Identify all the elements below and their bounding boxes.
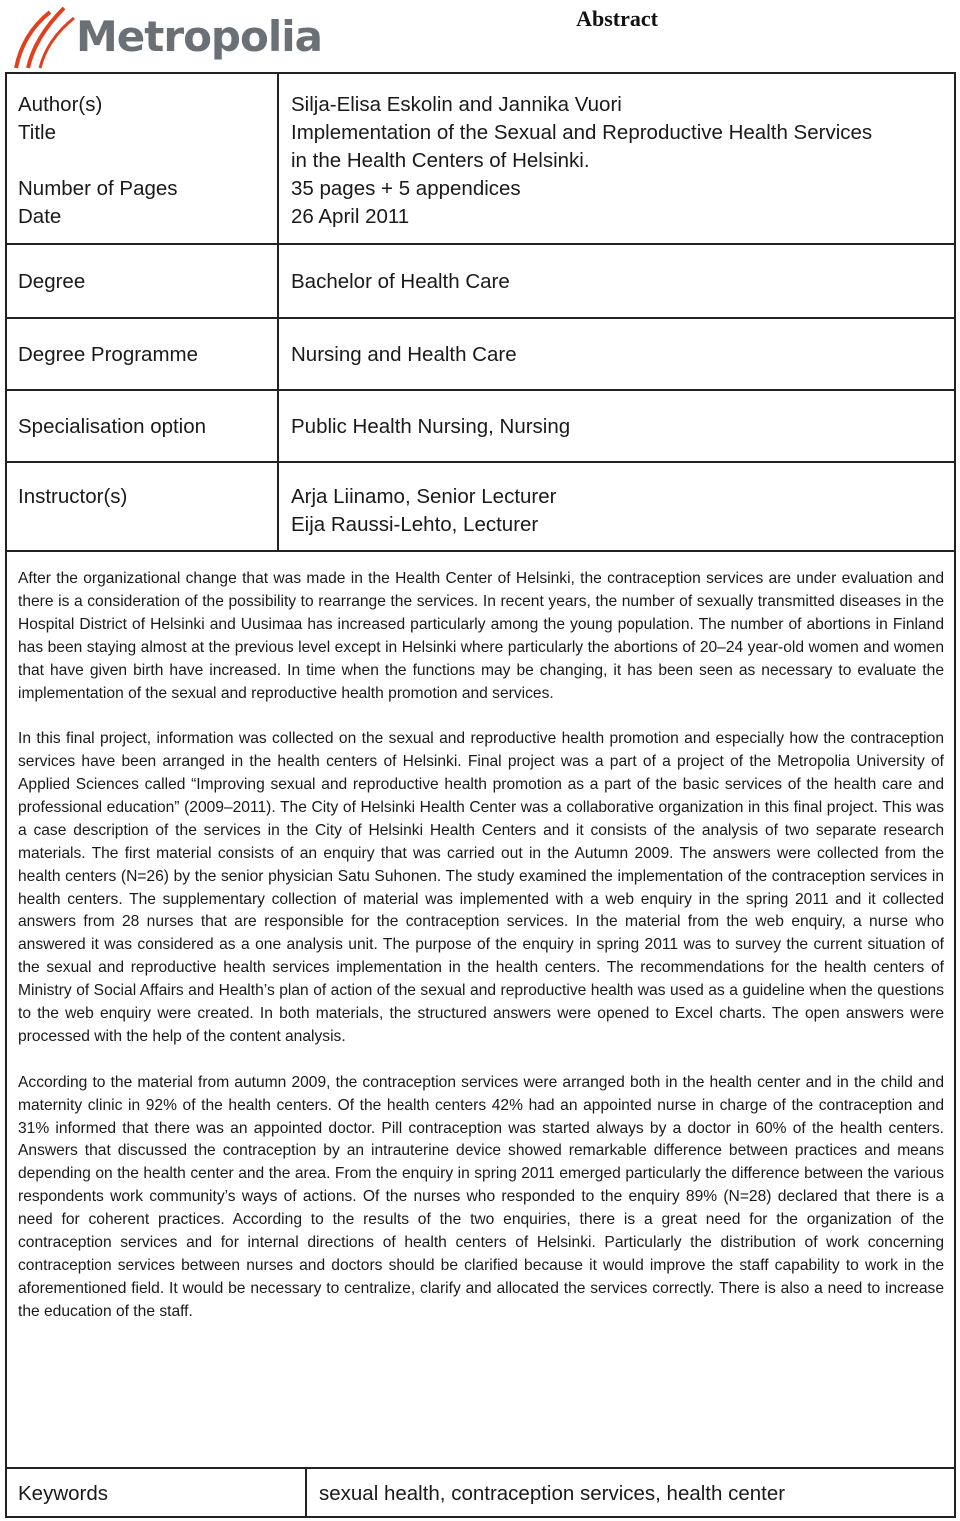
- title-label-spacer: [18, 147, 277, 175]
- pages-label: Number of Pages: [18, 177, 178, 200]
- degree-label: Degree: [7, 245, 279, 317]
- pages-value: 35 pages + 5 appendices: [291, 177, 521, 200]
- date-label: Date: [18, 205, 62, 228]
- instructors-values: [279, 463, 954, 550]
- title-value-line-1: Implementation of the Sexual and Reproductive Health Services: [291, 121, 873, 144]
- page-header: [0, 0, 960, 72]
- abstract-form: [5, 72, 956, 1518]
- programme-row: [7, 319, 954, 391]
- abstract-body: [7, 552, 954, 1467]
- programme-label: Degree Programme: [7, 319, 279, 389]
- instructors-row: [7, 463, 954, 552]
- instructor-1: Arja Liinamo, Senior Lecturer: [291, 485, 557, 508]
- info-labels: [7, 74, 279, 243]
- instructors-label: Instructor(s): [7, 463, 279, 550]
- logo-wordmark: Metropolia: [76, 12, 322, 61]
- keywords-label: Keywords: [7, 1469, 307, 1518]
- thesis-info-row: [7, 74, 954, 245]
- specialisation-value: Public Health Nursing, Nursing: [291, 415, 571, 438]
- abstract-paragraph-3: According to the material from autumn 2009, the contraception services were arranged both in the health center and in the child and maternity clinic in 92% of the health centers. Of the health centers 42% had an appointed nurse in charge of the contraception and 31% informed that there was an appointed doctor. Pill contraception was started always by a doctor in 60% of the health centers. Answers that discussed the contraception by an intrauterine device showed remarkable difference between practices and means depending on the health center and the area. From the enquiry in spring 2011 emerged particularly the difference between the various respondents work community’s ways of actions. Of the nurses who responded to the enquiry 89% (N=28) declared that there is a need for coherent practices. According to the results of the two enquiries, there is a great need for the organization of the contraception services and for internal directions of health centers of Helsinki. Particularly the distribution of work concerning contraception services between nurses and doctors should be clarified because it would improve the staff capability to work in the aforementioned field. It would be necessary to centralize, clarify and allocated the services correctly. There is also a need to increase the education of the staff.: [18, 1073, 944, 1320]
- date-value: 26 April 2011: [291, 205, 410, 228]
- metropolia-logo: [10, 2, 320, 72]
- specialisation-label: Specialisation option: [7, 391, 279, 461]
- programme-value: Nursing and Health Care: [291, 343, 517, 366]
- title-value-line-2: in the Health Centers of Helsinki.: [291, 149, 590, 172]
- instructor-2: Eija Raussi-Lehto, Lecturer: [291, 513, 539, 536]
- info-values: [279, 74, 954, 243]
- degree-value: Bachelor of Health Care: [291, 270, 510, 293]
- abstract-paragraph-2: In this final project, information was collected on the sexual and reproductive health promotion and especially how the contraception services have been arranged in the health centers of Helsinki. Final project was a part of a project of the Metropolia University of Applied Sciences called “Improving sexual and reproductive health promotion as a part of the basic services of the health care and professional education” (2009–2011). The City of Helsinki Health Center was a collaborative organization in this final project. This was a case description of the services in the City of Helsinki Health Centers and it consists of the analysis of two separate research materials. The first material consists of an enquiry that was carried out in the Autumn 2009. The answers were collected from the health centers (N=26) by the senior physician Satu Suhonen. The study examined the implementation of the contraception services in health centers. The supplementary collection of material was implemented with a web enquiry in the spring 2011 and it collected answers from 28 nurses that are responsible for the contraception services. In the material from the web enquiry, a nurse who answered it was considered as a one analysis unit. The purpose of the enquiry in spring 2011 was to survey the current situation of the sexual and reproductive health services implementation in the health centers. The recommendations for the health centers of Ministry of Social Affairs and Health’s plan of action of the sexual and reproductive health was used as a guideline when the questions to the web enquiry were created. In both materials, the structured answers were opened to Excel charts. The open answers were processed with the help of the content analysis.: [18, 730, 944, 1046]
- page-title: Abstract: [576, 6, 658, 31]
- abstract-paragraph-1: After the organizational change that was made in the Health Center of Helsinki, the contraception services are under evaluation and there is a consideration of the possibility to rearrange the services. In recent years, the number of sexually transmitted diseases in the Hospital District of Helsinki and Uusimaa has increased particularly among the young population. The number of abortions in Finland has been staying almost at the previous level except in Helsinki where particularly the abortions of 20–24 year-old women and women that have given birth have increased. In time when the functions may be changing, it has been seen as necessary to evaluate the implementation of the sexual and reproductive health promotion and services.: [18, 570, 944, 702]
- keywords-value: sexual health, contraception services, health center: [319, 1482, 786, 1505]
- title-label: Title: [18, 121, 56, 144]
- specialisation-row: [7, 391, 954, 463]
- author-label: Author(s): [18, 93, 103, 116]
- author-value: Silja-Elisa Eskolin and Jannika Vuori: [291, 93, 622, 116]
- degree-row: [7, 245, 954, 319]
- keywords-row: [7, 1467, 954, 1518]
- logo-swoosh-icon: [10, 2, 76, 72]
